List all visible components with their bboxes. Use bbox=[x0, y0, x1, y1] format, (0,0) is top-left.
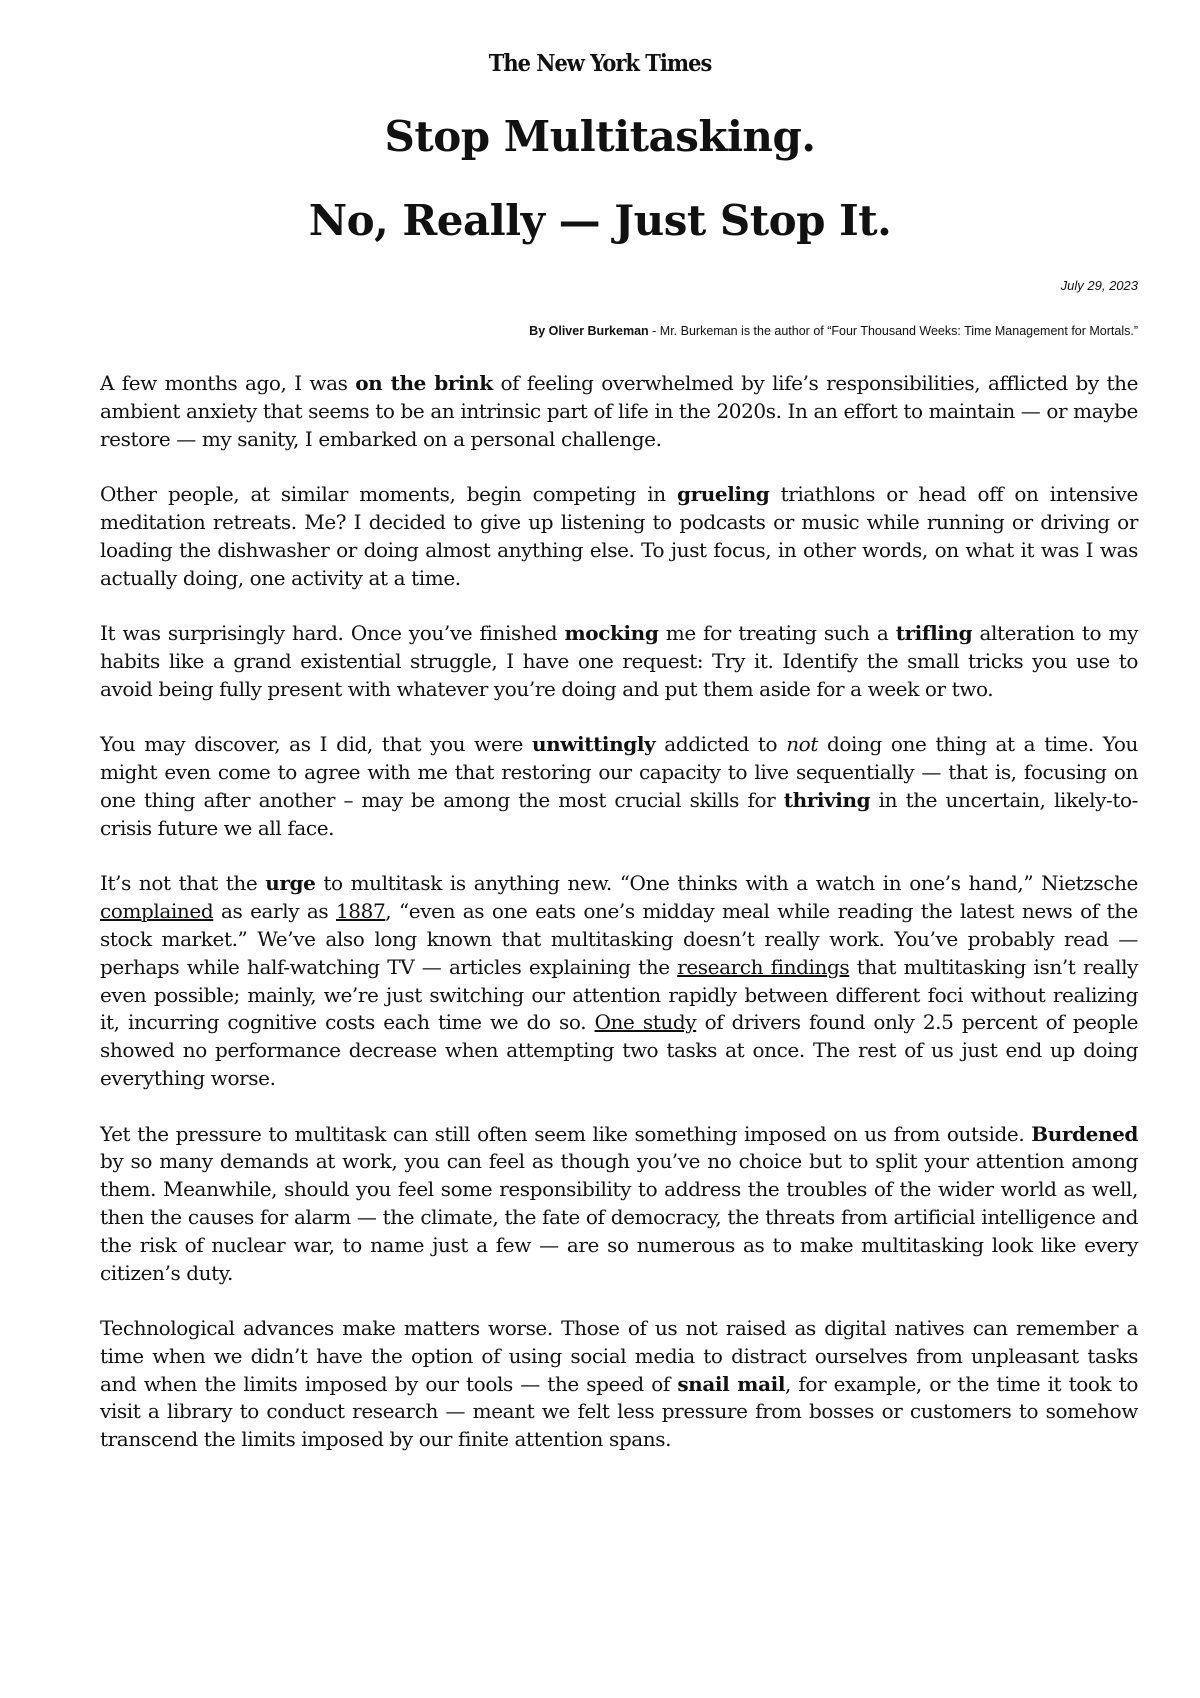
text-run: in the uncertain, likely-to-crisis future we all face. bbox=[100, 787, 1138, 840]
text-run: Other people, at similar moments, begin competing in bbox=[100, 482, 678, 507]
text-run: as early as bbox=[213, 899, 336, 924]
bold-text: snail mail bbox=[677, 1371, 786, 1396]
text-run: It’s not that the bbox=[100, 871, 266, 896]
bold-text: on the brink bbox=[355, 371, 493, 395]
bold-text: Burdened bbox=[1031, 1121, 1138, 1146]
text-run: alteration to my habits like a grand existential struggle, I have one request: Try it. Identify the small tricks you use to avoid being fully present with whatever you’re doing and put them aside for a week or two. bbox=[100, 621, 1138, 701]
headline-line-2: No, Really — Just Stop It. bbox=[308, 196, 892, 245]
text-run: Yet the pressure to multitask can still often seem like something imposed on us from outside. bbox=[100, 1121, 1032, 1146]
text-run: , “even as one eats one’s midday meal while reading the latest news of the stock market.” We’ve also long known that multitasking doesn’t really work. You’ve probably read — perhaps while half-watching TV — articles explaining the bbox=[100, 899, 1138, 979]
byline-bio: - Mr. Burkeman is the author of “Four Thousand Weeks: Time Management for Mortals.” bbox=[648, 324, 1138, 338]
bold-text: trifling bbox=[895, 621, 973, 646]
italic-text: not bbox=[786, 732, 818, 757]
text-run: to multitask is anything new. “One thinks with a watch in one’s hand,” Nietzsche bbox=[315, 871, 1138, 896]
inline-link[interactable]: One study bbox=[594, 1010, 697, 1035]
article-paragraph bbox=[100, 620, 1138, 703]
text-run: A few months ago, I was bbox=[100, 371, 356, 395]
article-paragraph bbox=[100, 870, 1138, 1092]
text-run: You may discover, as I did, that you were bbox=[100, 732, 532, 757]
text-run: Technological advances make matters worse. Those of us not raised as digital natives can remember a time when we didn’t have the option of using social media to distract ourselves from unpleasant tasks and when the limits imposed by our tools — the speed of bbox=[100, 1316, 1138, 1396]
article-body bbox=[100, 370, 1138, 1482]
text-run: of drivers found only 2.5 percent of people showed no performance decrease when attempting two tasks at once. The rest of us just end up doing everything worse. bbox=[100, 1010, 1139, 1090]
text-run: doing one thing at a time. You might even come to agree with me that restoring our capacity to live sequentially — that is, focusing on one thing after another – may be among the most crucial skills for bbox=[100, 732, 1138, 812]
inline-link[interactable]: 1887 bbox=[335, 899, 386, 924]
inline-link[interactable]: research findings bbox=[677, 954, 850, 979]
article-paragraph bbox=[100, 370, 1138, 453]
text-run: It was surprisingly hard. Once you’ve finished bbox=[100, 621, 565, 646]
bold-text: unwittingly bbox=[531, 732, 656, 757]
article-paragraph bbox=[100, 1315, 1138, 1454]
bold-text: grueling bbox=[677, 482, 770, 507]
masthead-logo: The New York Times bbox=[488, 48, 712, 77]
article-paragraph bbox=[100, 481, 1138, 592]
text-run: by so many demands at work, you can feel as though you’ve no choice but to split your attention among them. Meanwhile, should you feel some responsibility to address the troubles of the wider world as well, then the causes for alarm — the climate, the fate of democracy, the threats from artificial intelligence and the risk of nuclear war, to name just a few — are so numerous as to make multitasking look like every citizen’s duty. bbox=[100, 1149, 1138, 1285]
byline-author: By Oliver Burkeman bbox=[529, 324, 649, 338]
text-run: addicted to bbox=[655, 732, 787, 757]
bold-text: mocking bbox=[564, 621, 659, 646]
headline-line-1: Stop Multitasking. bbox=[384, 112, 816, 161]
bold-text: thriving bbox=[783, 787, 871, 812]
text-run: triathlons or head off on intensive meditation retreats. Me? I decided to give up listening to podcasts or music while running or driving or loading the dishwasher or doing almost anything else. To just focus, in other words, on what it was I was actually doing, one activity at a time. bbox=[100, 482, 1138, 590]
text-run: me for treating such a bbox=[658, 621, 896, 646]
inline-link[interactable]: complained bbox=[100, 899, 214, 924]
text-run: , for example, or the time it took to visit a library to conduct research — meant we felt less pressure from bosses or customers to somehow transcend the limits imposed by our finite attention spans. bbox=[100, 1371, 1138, 1452]
byline bbox=[529, 324, 1138, 338]
article-paragraph bbox=[100, 731, 1138, 842]
publish-date: July 29, 2023 bbox=[1060, 278, 1138, 293]
text-run: of feeling overwhelmed by life’s responsibilities, afflicted by the ambient anxiety that seems to be an intrinsic part of life in the 2020s. In an effort to maintain — or maybe restore — my sanity, I embarked on a personal challenge. bbox=[100, 371, 1139, 451]
bold-text: urge bbox=[265, 871, 316, 896]
text-run: that multitasking isn’t really even possible; mainly, we’re just switching our attention rapidly between different foci without realizing it, incurring cognitive costs each time we do so. bbox=[100, 954, 1138, 1035]
article-paragraph bbox=[100, 1121, 1138, 1288]
